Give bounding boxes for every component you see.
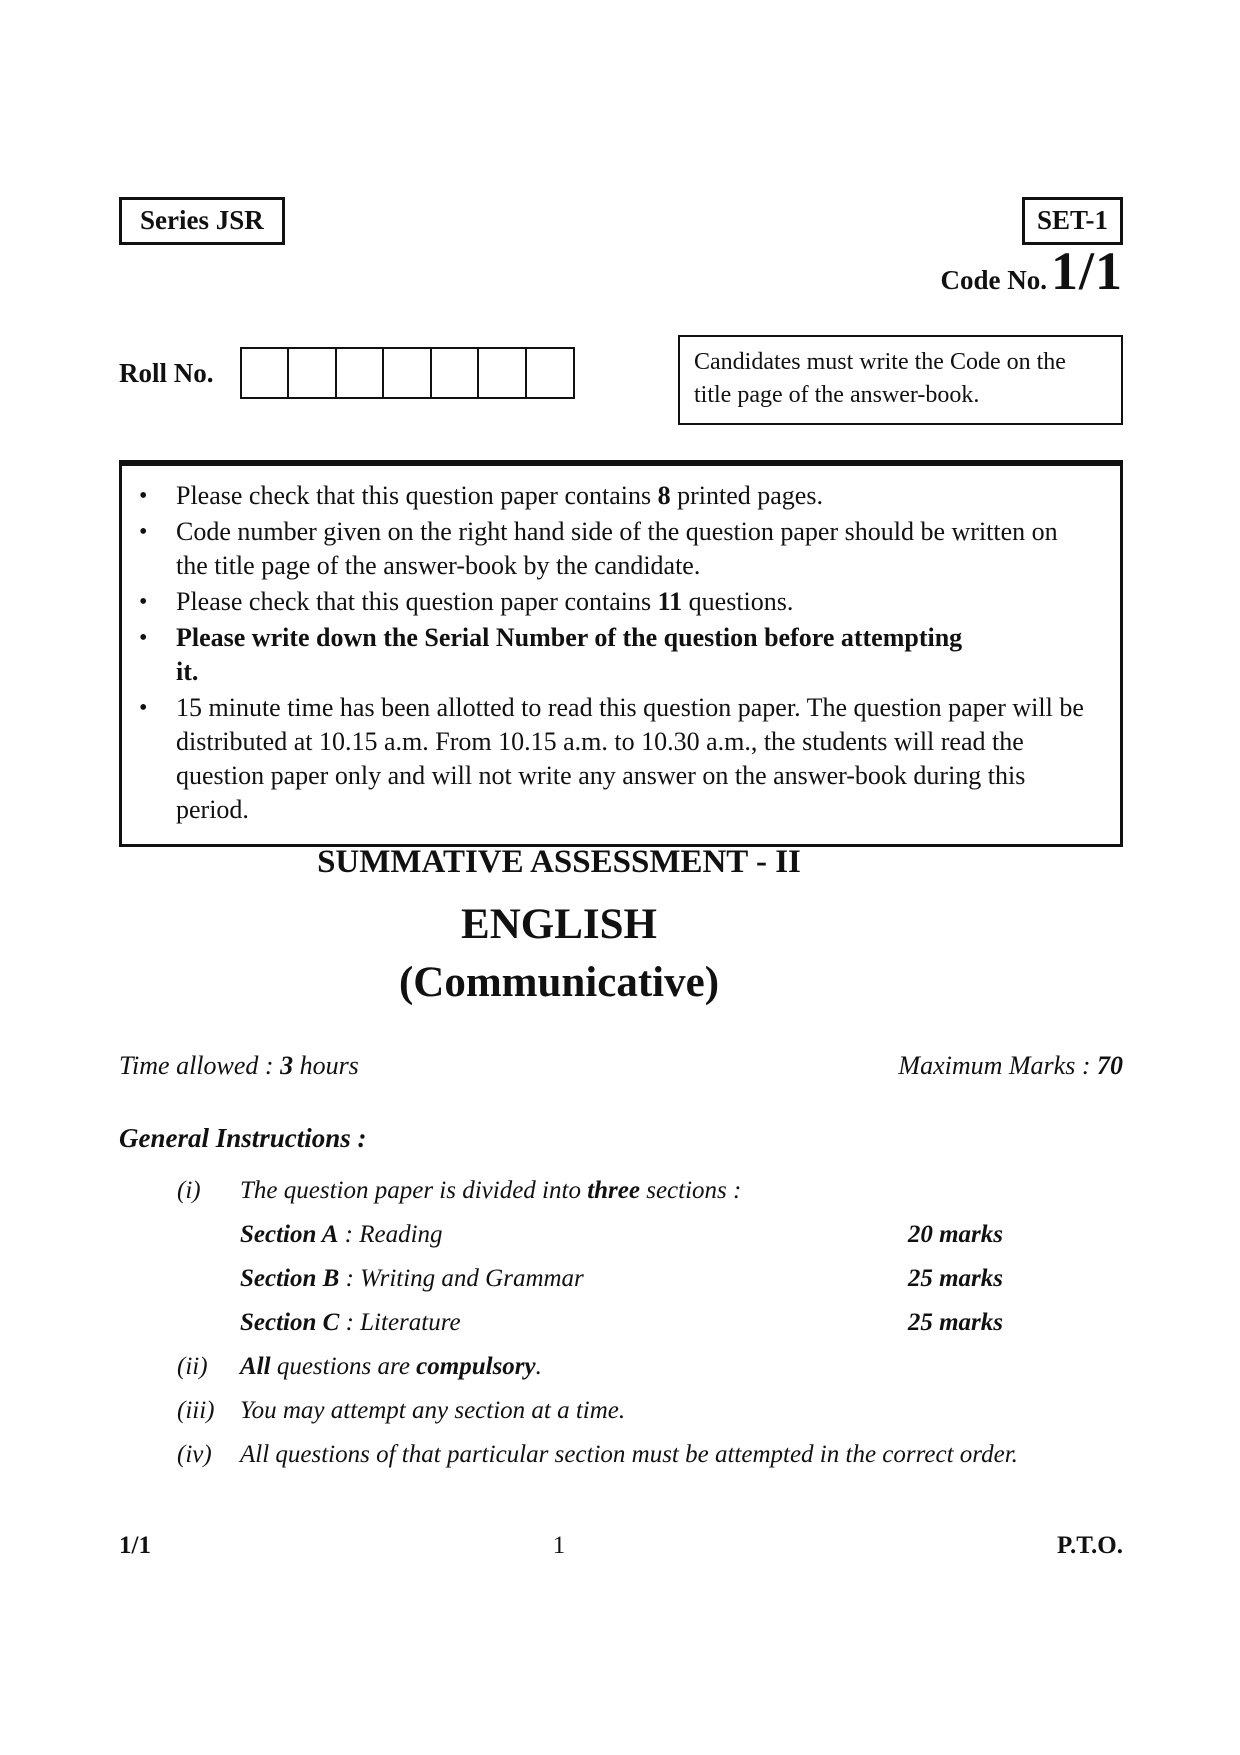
- roll-no-cell: [382, 347, 432, 399]
- instruction-text-pre: The question paper is divided into: [240, 1177, 588, 1204]
- general-instructions-heading: General Instructions :: [119, 1123, 367, 1153]
- instruction-text: All questions of that particular section must be attempted in the correct order.: [240, 1441, 1018, 1468]
- bullet-text-pre: 15 minute time has been allotted to read this question paper. The question paper will be distributed at 10.15 a.m. From 10.15 a.m. to 10.30 a.m., the students will read the question paper only and will not write any answer on the answer-book during this period.: [176, 693, 1084, 824]
- section-marks: 25 marks: [907, 1309, 1003, 1336]
- bullet-icon: •: [139, 625, 148, 651]
- time-allowed: [119, 1051, 359, 1081]
- maximum-marks: [898, 1051, 1123, 1081]
- series-label: Series JSR: [140, 205, 264, 235]
- instruction-text-end: .: [535, 1353, 542, 1380]
- page-content: [119, 0, 1123, 1755]
- maximum-marks-label: Maximum Marks :: [898, 1051, 1097, 1080]
- instruction-item-iii: [177, 1396, 1123, 1426]
- bullet-text-bold-line2: it.: [176, 657, 199, 686]
- section-marks: 20 marks: [907, 1221, 1003, 1248]
- notice-bullet-item: [122, 515, 1092, 583]
- time-allowed-value: 3: [280, 1051, 294, 1080]
- section-row-c: [240, 1308, 1003, 1338]
- section-name: Section C: [240, 1309, 340, 1336]
- code-no-value: 1/1: [1050, 241, 1123, 301]
- set-box: [1022, 197, 1123, 245]
- section-title: [240, 1264, 584, 1294]
- bullet-text-post: printed pages.: [670, 481, 823, 510]
- time-allowed-label: Time allowed :: [119, 1051, 281, 1080]
- section-title: [240, 1308, 461, 1338]
- footer-pto: P.T.O.: [1057, 1532, 1123, 1559]
- instruction-text-post: sections :: [639, 1177, 742, 1204]
- meta-row: [119, 1051, 1123, 1081]
- section-subject: : Reading: [338, 1221, 443, 1248]
- instruction-text: [240, 1176, 1123, 1206]
- bullet-icon: •: [139, 483, 148, 509]
- code-no-label: Code No.: [940, 265, 1047, 295]
- bullet-text-post: questions.: [682, 587, 794, 616]
- general-notice-box: [119, 460, 1123, 847]
- notice-bullet-item: [122, 585, 1092, 619]
- code-no-row: [940, 240, 1123, 302]
- instruction-text-mid: questions are: [270, 1353, 417, 1380]
- roll-no-cell: [287, 347, 337, 399]
- roll-no-cell: [335, 347, 385, 399]
- exam-title-assessment: SUMMATIVE ASSESSMENT - II: [317, 844, 801, 880]
- time-allowed-unit: hours: [293, 1051, 359, 1080]
- instruction-label: (iii): [177, 1397, 215, 1424]
- sections-list: [240, 1220, 1003, 1338]
- bullet-text: [176, 585, 1092, 619]
- instruction-label: (ii): [177, 1353, 208, 1380]
- section-marks: 25 marks: [907, 1265, 1003, 1292]
- set-label: SET-1: [1036, 205, 1108, 235]
- bullet-icon: •: [139, 519, 148, 545]
- bullet-text: [176, 691, 1092, 827]
- roll-no-label: Roll No.: [119, 357, 214, 388]
- bullet-text-bold: 8: [657, 481, 671, 510]
- bullet-text-bold: 11: [657, 587, 683, 616]
- bullet-icon: •: [139, 695, 148, 721]
- exam-title-variant: (Communicative): [398, 959, 720, 1006]
- bullet-icon: •: [139, 589, 148, 615]
- instruction-label: (iv): [177, 1441, 212, 1468]
- notice-bullet-item: [122, 479, 1092, 513]
- instruction-text-bold: three: [587, 1177, 640, 1204]
- roll-no-group: [119, 347, 575, 399]
- exam-title-subject: ENGLISH: [461, 901, 657, 948]
- page-footer: [119, 1532, 1123, 1568]
- instruction-item-i: [177, 1176, 1123, 1206]
- instruction-label: (i): [177, 1177, 201, 1204]
- instruction-text: [240, 1352, 1123, 1382]
- bullet-text: [176, 479, 1092, 513]
- bullet-text: [176, 621, 1092, 689]
- roll-no-cell: [477, 347, 527, 399]
- footer-page-number: 1: [552, 1532, 566, 1559]
- instruction-text: You may attempt any section at a time.: [240, 1397, 626, 1424]
- bullet-text: [176, 515, 1092, 583]
- section-title: [240, 1220, 443, 1250]
- roll-no-boxes: [240, 347, 575, 399]
- instruction-item-iv: [177, 1440, 1123, 1470]
- roll-no-cell: [430, 347, 480, 399]
- section-name: Section B: [240, 1265, 340, 1292]
- section-row-b: [240, 1264, 1003, 1294]
- section-row-a: [240, 1220, 1003, 1250]
- bullet-text-pre: Please check that this question paper contains: [176, 587, 658, 616]
- section-subject: : Writing and Grammar: [339, 1265, 584, 1292]
- bullet-text-pre: Code number given on the right hand side of the question paper should be written on the title page of the answer-book by the candidate.: [176, 517, 1058, 580]
- roll-no-cell: [240, 347, 290, 399]
- section-name: Section A: [240, 1221, 339, 1248]
- roll-candidates-row: [119, 335, 1123, 465]
- series-box: [119, 197, 285, 245]
- code-notice-box: [678, 335, 1123, 425]
- notice-bullet-item: [122, 621, 1092, 689]
- general-instructions: [119, 1122, 1123, 1484]
- maximum-marks-value: 70: [1097, 1051, 1123, 1080]
- general-instructions-items: [119, 1176, 1123, 1470]
- instruction-item-ii: [177, 1352, 1123, 1382]
- section-subject: : Literature: [339, 1309, 461, 1336]
- notice-bullet-item: [122, 691, 1092, 827]
- instruction-text-bold: All: [240, 1353, 271, 1380]
- code-notice-text: Candidates must write the Code on the title page of the answer-book.: [694, 349, 1066, 408]
- bullet-text-pre: Please check that this question paper contains: [176, 481, 658, 510]
- footer-code: 1/1: [119, 1532, 151, 1559]
- roll-no-cell: [525, 347, 575, 399]
- exam-title-block: [119, 843, 999, 1007]
- instruction-text-bold2: compulsory: [416, 1353, 536, 1380]
- bullet-text-bold: Please write down the Serial Number of the question before attempting: [176, 623, 963, 652]
